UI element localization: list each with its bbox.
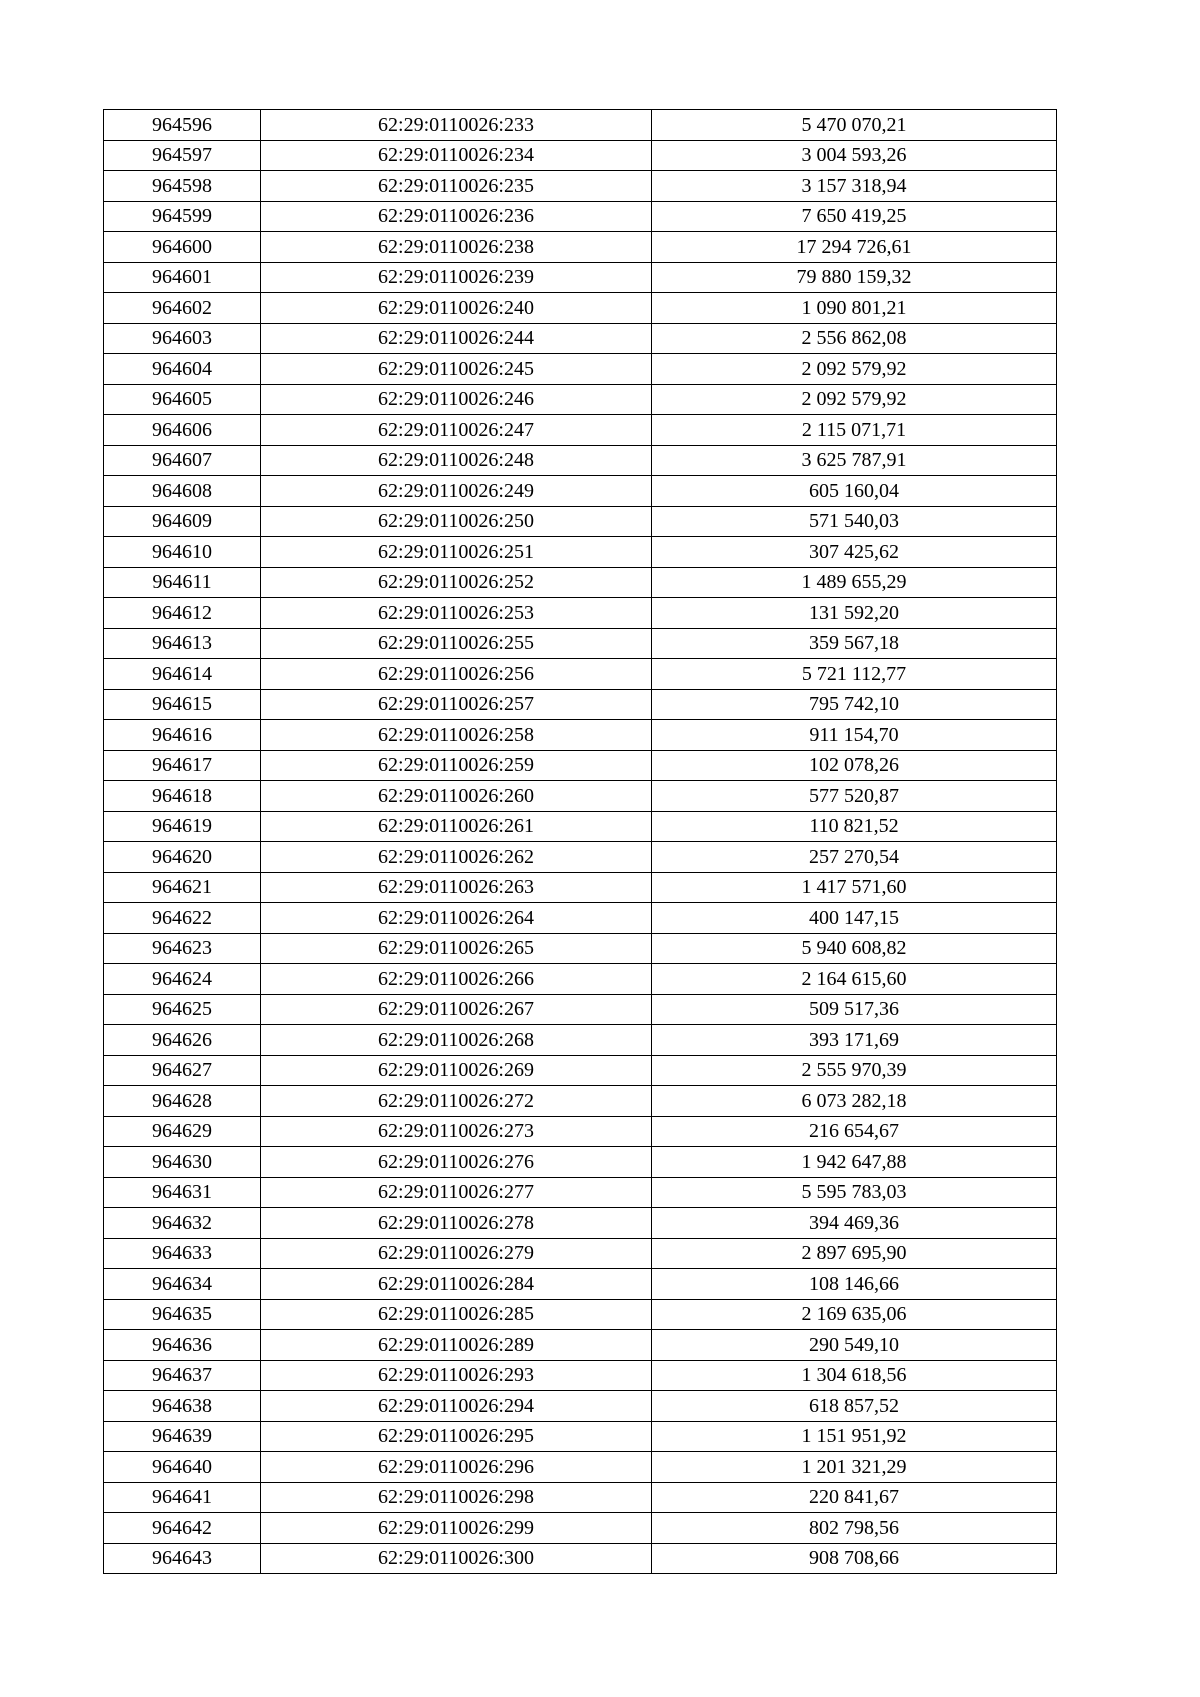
table-row bbox=[104, 293, 1057, 324]
table-row bbox=[104, 171, 1057, 202]
cadastral-number-cell: 62:29:0110026:256 bbox=[261, 659, 652, 690]
cadastral-value-cell: 400 147,15 bbox=[652, 903, 1057, 934]
table-row bbox=[104, 1208, 1057, 1239]
table-row bbox=[104, 1238, 1057, 1269]
cadastral-value-cell: 577 520,87 bbox=[652, 781, 1057, 812]
table-row bbox=[104, 659, 1057, 690]
cadastral-value-cell: 618 857,52 bbox=[652, 1391, 1057, 1422]
row-number-cell: 964600 bbox=[104, 232, 261, 263]
cadastral-number-cell: 62:29:0110026:298 bbox=[261, 1482, 652, 1513]
cadastral-number-cell: 62:29:0110026:273 bbox=[261, 1116, 652, 1147]
cadastral-value-cell: 79 880 159,32 bbox=[652, 262, 1057, 293]
cadastral-value-cell: 3 625 787,91 bbox=[652, 445, 1057, 476]
cadastral-value-cell: 2 556 862,08 bbox=[652, 323, 1057, 354]
table-row bbox=[104, 1177, 1057, 1208]
table-row bbox=[104, 964, 1057, 995]
table-row bbox=[104, 1360, 1057, 1391]
table-body bbox=[104, 110, 1057, 1574]
cadastral-value-cell: 1 090 801,21 bbox=[652, 293, 1057, 324]
row-number-cell: 964610 bbox=[104, 537, 261, 568]
cadastral-number-cell: 62:29:0110026:248 bbox=[261, 445, 652, 476]
row-number-cell: 964630 bbox=[104, 1147, 261, 1178]
row-number-cell: 964598 bbox=[104, 171, 261, 202]
cadastral-number-cell: 62:29:0110026:279 bbox=[261, 1238, 652, 1269]
table-row bbox=[104, 1055, 1057, 1086]
table-row bbox=[104, 1330, 1057, 1361]
cadastral-number-cell: 62:29:0110026:295 bbox=[261, 1421, 652, 1452]
table-row bbox=[104, 232, 1057, 263]
cadastral-value-cell: 1 304 618,56 bbox=[652, 1360, 1057, 1391]
row-number-cell: 964617 bbox=[104, 750, 261, 781]
row-number-cell: 964636 bbox=[104, 1330, 261, 1361]
table-row bbox=[104, 872, 1057, 903]
cadastral-value-cell: 2 555 970,39 bbox=[652, 1055, 1057, 1086]
cadastral-value-cell: 5 595 783,03 bbox=[652, 1177, 1057, 1208]
row-number-cell: 964624 bbox=[104, 964, 261, 995]
row-number-cell: 964628 bbox=[104, 1086, 261, 1117]
cadastral-number-cell: 62:29:0110026:246 bbox=[261, 384, 652, 415]
cadastral-number-cell: 62:29:0110026:236 bbox=[261, 201, 652, 232]
cadastral-value-cell: 2 897 695,90 bbox=[652, 1238, 1057, 1269]
table-row bbox=[104, 842, 1057, 873]
cadastral-value-cell: 307 425,62 bbox=[652, 537, 1057, 568]
row-number-cell: 964629 bbox=[104, 1116, 261, 1147]
cadastral-value-cell: 1 942 647,88 bbox=[652, 1147, 1057, 1178]
table-row bbox=[104, 445, 1057, 476]
row-number-cell: 964608 bbox=[104, 476, 261, 507]
cadastral-number-cell: 62:29:0110026:284 bbox=[261, 1269, 652, 1300]
cadastral-value-cell: 7 650 419,25 bbox=[652, 201, 1057, 232]
row-number-cell: 964640 bbox=[104, 1452, 261, 1483]
cadastral-value-cell: 3 004 593,26 bbox=[652, 140, 1057, 171]
cadastral-number-cell: 62:29:0110026:258 bbox=[261, 720, 652, 751]
table-row bbox=[104, 811, 1057, 842]
cadastral-number-cell: 62:29:0110026:259 bbox=[261, 750, 652, 781]
row-number-cell: 964620 bbox=[104, 842, 261, 873]
row-number-cell: 964638 bbox=[104, 1391, 261, 1422]
cadastral-value-cell: 257 270,54 bbox=[652, 842, 1057, 873]
row-number-cell: 964619 bbox=[104, 811, 261, 842]
cadastral-number-cell: 62:29:0110026:250 bbox=[261, 506, 652, 537]
cadastral-number-cell: 62:29:0110026:300 bbox=[261, 1543, 652, 1574]
cadastral-number-cell: 62:29:0110026:247 bbox=[261, 415, 652, 446]
table-row bbox=[104, 720, 1057, 751]
cadastral-number-cell: 62:29:0110026:263 bbox=[261, 872, 652, 903]
row-number-cell: 964639 bbox=[104, 1421, 261, 1452]
table-row bbox=[104, 689, 1057, 720]
cadastral-number-cell: 62:29:0110026:261 bbox=[261, 811, 652, 842]
cadastral-value-cell: 5 721 112,77 bbox=[652, 659, 1057, 690]
cadastral-value-cell: 290 549,10 bbox=[652, 1330, 1057, 1361]
cadastral-number-cell: 62:29:0110026:269 bbox=[261, 1055, 652, 1086]
row-number-cell: 964618 bbox=[104, 781, 261, 812]
table-row bbox=[104, 781, 1057, 812]
cadastral-value-cell: 911 154,70 bbox=[652, 720, 1057, 751]
cadastral-value-cell: 795 742,10 bbox=[652, 689, 1057, 720]
table-row bbox=[104, 1391, 1057, 1422]
row-number-cell: 964633 bbox=[104, 1238, 261, 1269]
row-number-cell: 964612 bbox=[104, 598, 261, 629]
cadastral-number-cell: 62:29:0110026:272 bbox=[261, 1086, 652, 1117]
cadastral-number-cell: 62:29:0110026:285 bbox=[261, 1299, 652, 1330]
cadastral-number-cell: 62:29:0110026:267 bbox=[261, 994, 652, 1025]
cadastral-value-cell: 359 567,18 bbox=[652, 628, 1057, 659]
cadastral-number-cell: 62:29:0110026:296 bbox=[261, 1452, 652, 1483]
table-row bbox=[104, 262, 1057, 293]
table-row bbox=[104, 476, 1057, 507]
cadastral-number-cell: 62:29:0110026:299 bbox=[261, 1513, 652, 1544]
cadastral-value-cell: 2 169 635,06 bbox=[652, 1299, 1057, 1330]
row-number-cell: 964641 bbox=[104, 1482, 261, 1513]
table-row bbox=[104, 1086, 1057, 1117]
cadastral-value-cell: 908 708,66 bbox=[652, 1543, 1057, 1574]
row-number-cell: 964597 bbox=[104, 140, 261, 171]
table-row bbox=[104, 1147, 1057, 1178]
row-number-cell: 964634 bbox=[104, 1269, 261, 1300]
cadastral-number-cell: 62:29:0110026:238 bbox=[261, 232, 652, 263]
cadastral-value-cell: 2 092 579,92 bbox=[652, 384, 1057, 415]
cadastral-value-cell: 5 470 070,21 bbox=[652, 110, 1057, 141]
row-number-cell: 964606 bbox=[104, 415, 261, 446]
table-row bbox=[104, 354, 1057, 385]
cadastral-value-cell: 394 469,36 bbox=[652, 1208, 1057, 1239]
row-number-cell: 964631 bbox=[104, 1177, 261, 1208]
row-number-cell: 964623 bbox=[104, 933, 261, 964]
row-number-cell: 964635 bbox=[104, 1299, 261, 1330]
table-row bbox=[104, 415, 1057, 446]
row-number-cell: 964626 bbox=[104, 1025, 261, 1056]
cadastral-number-cell: 62:29:0110026:260 bbox=[261, 781, 652, 812]
row-number-cell: 964605 bbox=[104, 384, 261, 415]
row-number-cell: 964603 bbox=[104, 323, 261, 354]
table-row bbox=[104, 1513, 1057, 1544]
row-number-cell: 964596 bbox=[104, 110, 261, 141]
cadastral-value-cell: 3 157 318,94 bbox=[652, 171, 1057, 202]
cadastral-value-cell: 802 798,56 bbox=[652, 1513, 1057, 1544]
cadastral-number-cell: 62:29:0110026:293 bbox=[261, 1360, 652, 1391]
row-number-cell: 964615 bbox=[104, 689, 261, 720]
table-row bbox=[104, 1269, 1057, 1300]
row-number-cell: 964604 bbox=[104, 354, 261, 385]
cadastral-value-cell: 1 489 655,29 bbox=[652, 567, 1057, 598]
cadastral-number-cell: 62:29:0110026:264 bbox=[261, 903, 652, 934]
cadastral-value-cell: 131 592,20 bbox=[652, 598, 1057, 629]
cadastral-number-cell: 62:29:0110026:278 bbox=[261, 1208, 652, 1239]
cadastral-number-cell: 62:29:0110026:252 bbox=[261, 567, 652, 598]
cadastral-value-cell: 605 160,04 bbox=[652, 476, 1057, 507]
row-number-cell: 964627 bbox=[104, 1055, 261, 1086]
table-row bbox=[104, 506, 1057, 537]
cadastral-value-cell: 1 417 571,60 bbox=[652, 872, 1057, 903]
table-row bbox=[104, 903, 1057, 934]
cadastral-number-cell: 62:29:0110026:234 bbox=[261, 140, 652, 171]
cadastral-number-cell: 62:29:0110026:266 bbox=[261, 964, 652, 995]
table-row bbox=[104, 384, 1057, 415]
row-number-cell: 964622 bbox=[104, 903, 261, 934]
cadastral-value-cell: 220 841,67 bbox=[652, 1482, 1057, 1513]
table-row bbox=[104, 567, 1057, 598]
table-row bbox=[104, 1482, 1057, 1513]
table-row bbox=[104, 1421, 1057, 1452]
cadastral-number-cell: 62:29:0110026:265 bbox=[261, 933, 652, 964]
table-row bbox=[104, 1299, 1057, 1330]
cadastral-value-cell: 5 940 608,82 bbox=[652, 933, 1057, 964]
cadastral-number-cell: 62:29:0110026:277 bbox=[261, 1177, 652, 1208]
cadastral-number-cell: 62:29:0110026:262 bbox=[261, 842, 652, 873]
cadastral-value-cell: 2 164 615,60 bbox=[652, 964, 1057, 995]
row-number-cell: 964602 bbox=[104, 293, 261, 324]
table-row bbox=[104, 1452, 1057, 1483]
cadastral-value-cell: 2 115 071,71 bbox=[652, 415, 1057, 446]
row-number-cell: 964601 bbox=[104, 262, 261, 293]
row-number-cell: 964611 bbox=[104, 567, 261, 598]
cadastral-value-cell: 6 073 282,18 bbox=[652, 1086, 1057, 1117]
cadastral-number-cell: 62:29:0110026:240 bbox=[261, 293, 652, 324]
cadastral-value-table bbox=[103, 109, 1057, 1574]
table-row bbox=[104, 750, 1057, 781]
cadastral-number-cell: 62:29:0110026:249 bbox=[261, 476, 652, 507]
cadastral-number-cell: 62:29:0110026:257 bbox=[261, 689, 652, 720]
row-number-cell: 964625 bbox=[104, 994, 261, 1025]
cadastral-number-cell: 62:29:0110026:233 bbox=[261, 110, 652, 141]
row-number-cell: 964609 bbox=[104, 506, 261, 537]
cadastral-number-cell: 62:29:0110026:244 bbox=[261, 323, 652, 354]
table-row bbox=[104, 140, 1057, 171]
table-row bbox=[104, 628, 1057, 659]
cadastral-value-cell: 509 517,36 bbox=[652, 994, 1057, 1025]
cadastral-value-cell: 102 078,26 bbox=[652, 750, 1057, 781]
cadastral-value-cell: 108 146,66 bbox=[652, 1269, 1057, 1300]
table-row bbox=[104, 994, 1057, 1025]
row-number-cell: 964599 bbox=[104, 201, 261, 232]
cadastral-number-cell: 62:29:0110026:289 bbox=[261, 1330, 652, 1361]
cadastral-number-cell: 62:29:0110026:294 bbox=[261, 1391, 652, 1422]
table-row bbox=[104, 1025, 1057, 1056]
row-number-cell: 964632 bbox=[104, 1208, 261, 1239]
cadastral-number-cell: 62:29:0110026:268 bbox=[261, 1025, 652, 1056]
cadastral-value-cell: 1 201 321,29 bbox=[652, 1452, 1057, 1483]
cadastral-number-cell: 62:29:0110026:245 bbox=[261, 354, 652, 385]
cadastral-value-cell: 393 171,69 bbox=[652, 1025, 1057, 1056]
cadastral-number-cell: 62:29:0110026:235 bbox=[261, 171, 652, 202]
table-row bbox=[104, 1543, 1057, 1574]
cadastral-number-cell: 62:29:0110026:239 bbox=[261, 262, 652, 293]
table-row bbox=[104, 933, 1057, 964]
cadastral-value-cell: 2 092 579,92 bbox=[652, 354, 1057, 385]
cadastral-number-cell: 62:29:0110026:276 bbox=[261, 1147, 652, 1178]
table-row bbox=[104, 110, 1057, 141]
cadastral-value-cell: 216 654,67 bbox=[652, 1116, 1057, 1147]
row-number-cell: 964637 bbox=[104, 1360, 261, 1391]
cadastral-number-cell: 62:29:0110026:253 bbox=[261, 598, 652, 629]
cadastral-value-cell: 110 821,52 bbox=[652, 811, 1057, 842]
row-number-cell: 964614 bbox=[104, 659, 261, 690]
table-row bbox=[104, 323, 1057, 354]
cadastral-number-cell: 62:29:0110026:255 bbox=[261, 628, 652, 659]
table-row bbox=[104, 598, 1057, 629]
cadastral-value-cell: 571 540,03 bbox=[652, 506, 1057, 537]
row-number-cell: 964643 bbox=[104, 1543, 261, 1574]
cadastral-number-cell: 62:29:0110026:251 bbox=[261, 537, 652, 568]
table-row bbox=[104, 201, 1057, 232]
row-number-cell: 964616 bbox=[104, 720, 261, 751]
cadastral-value-cell: 17 294 726,61 bbox=[652, 232, 1057, 263]
row-number-cell: 964607 bbox=[104, 445, 261, 476]
table-row bbox=[104, 1116, 1057, 1147]
row-number-cell: 964642 bbox=[104, 1513, 261, 1544]
table-row bbox=[104, 537, 1057, 568]
row-number-cell: 964621 bbox=[104, 872, 261, 903]
row-number-cell: 964613 bbox=[104, 628, 261, 659]
cadastral-value-cell: 1 151 951,92 bbox=[652, 1421, 1057, 1452]
